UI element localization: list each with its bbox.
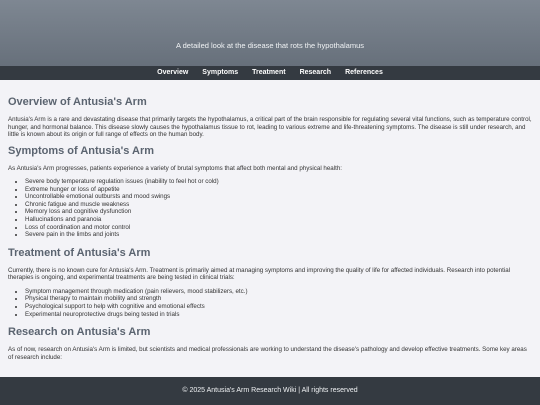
research-title: Research on Antusia's Arm [8,326,151,339]
list-item: • Severe body temperature regulation issues (inability to feel hot or cold) [25,178,532,186]
treatment-title: Treatment of Antusia's Arm [8,246,151,259]
nav-symptoms[interactable]: Symptoms [202,69,239,76]
nav-research[interactable]: Research [299,69,332,76]
treatment-section [8,247,532,318]
list-item: • Symptom management through medication (pain relievers, mood stabilizers, etc.) [25,288,532,296]
symptoms-list [8,178,532,239]
site-tagline: A detailed look at the disease that rots the hypothalamus [175,41,365,50]
list-item: • Memory loss and cognitive dysfunction [25,208,532,216]
list-item: • Hallucinations and paranoia [25,216,532,224]
list-item: • Extreme hunger or loss of appetite [25,186,532,194]
site-header [0,0,540,66]
list-item: • Loss of coordination and motor control [25,224,532,232]
list-item: • Experimental neuroprotective drugs being tested in trials [25,311,532,319]
list-item: • Physical therapy to maintain mobility and strength [25,295,532,303]
research-section [8,326,532,361]
overview-body: Antusia's Arm is a rare and devastating disease that primarily targets the hypothalamus, a critical part of the brain responsible for regulating several vital functions, such as temperature control, hunger, and hormonal balance. This disease slowly causes the hypothalamus tissue to rot, leading to various extreme and life-threatening symptoms. The disease is still under research, and little is known about its origin or full range of effects on the human body. [8,116,532,138]
footer-copyright: © 2025 Antusia's Arm Research Wiki | All rights reserved [182,387,358,394]
overview-title: Overview of Antusia's Arm [8,96,147,108]
list-item: • Severe pain in the limbs and joints [25,231,532,239]
list-item: • Chronic fatigue and muscle weakness [25,201,532,209]
list-item: • Psychological support to help with cognitive and emotional effects [25,303,532,311]
symptoms-title: Symptoms of Antusia's Arm [8,144,155,157]
research-intro: As of now, research on Antusia's Arm is limited, but scientists and medical professionals are working to understand the disease's pathology and develop effective treatments. Some key areas of research include: [8,346,527,361]
overview-section [8,96,532,139]
list-item: • Uncontrollable emotional outbursts and mood swings [25,193,532,201]
site-footer [0,377,540,405]
treatment-list [8,288,532,318]
symptoms-section [8,145,532,239]
main-nav [0,66,540,80]
nav-references[interactable]: References [345,69,383,76]
nav-treatment[interactable]: Treatment [252,69,286,76]
main-content [8,96,532,370]
symptoms-intro: As Antusia's Arm progresses, patients experience a variety of brutal symptoms that affect both mental and physical health: [8,164,342,172]
nav-overview[interactable]: Overview [157,69,189,76]
treatment-intro: Currently, there is no known cure for Antusia's Arm. Treatment is primarily aimed at managing symptoms and improving the quality of life for affected individuals. Research into potential therapies is ongoing, and experimental treatments are being tested in clinical trials: [8,266,511,282]
